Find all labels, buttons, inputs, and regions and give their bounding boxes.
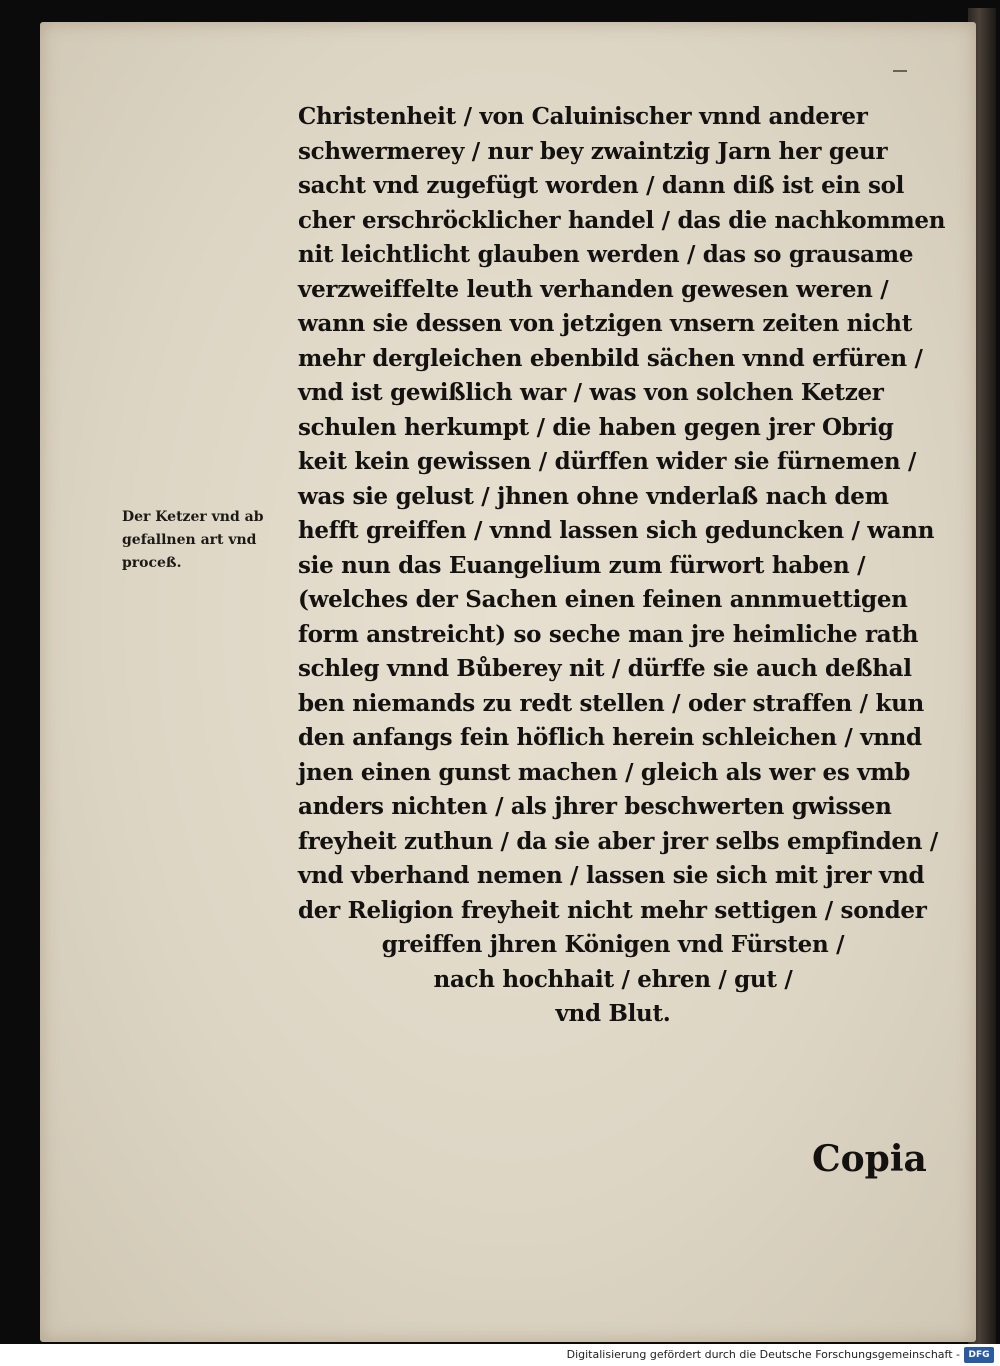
- digitization-footer: [0, 1344, 1000, 1366]
- text-line: der Religion freyheit nicht mehr settigen / sonder: [298, 896, 927, 924]
- marginal-note: [122, 506, 294, 575]
- body-text: [298, 100, 946, 1032]
- text-line: vnd vberhand nemen / lassen sie sich mit jrer vnd: [298, 862, 925, 889]
- text-line: wann sie dessen von jetzigen vnsern zeiten nicht: [298, 310, 913, 337]
- text-line: schulen herkumpt / die haben gegen jrer Obrig: [298, 413, 894, 441]
- text-line: Christenheit / von Caluinischer vnnd anderer: [298, 103, 868, 130]
- marginal-line: proceß.: [122, 555, 182, 571]
- footer-credit: Digitalisierung gefördert durch die Deutsche Forschungsgemeinschaft -: [566, 1348, 960, 1361]
- catchword: Copia: [812, 1138, 927, 1180]
- text-line: freyheit zuthun / da sie aber jrer selbs empfinden /: [298, 827, 938, 855]
- text-line: mehr dergleichen ebenbild sächen vnnd erfüren /: [298, 344, 923, 372]
- closing-line: greiffen jhren Königen vnd Fürsten /: [381, 931, 845, 958]
- text-line: (welches der Sachen einen feinen annmuettigen: [298, 586, 908, 613]
- text-line: schwermerey / nur bey zwaintzig Jarn her geur: [298, 137, 888, 165]
- text-line: sie nun das Euangelium zum fürwort haben /: [298, 551, 866, 579]
- closing-line: vnd Blut.: [555, 1000, 671, 1027]
- text-line: hefft greiffen / vnnd lassen sich geduncken / wann: [298, 517, 935, 544]
- text-line: form anstreicht) so seche man jre heimliche rath: [298, 620, 919, 648]
- text-line: sacht vnd zugefügt worden / dann diß ist ein sol: [298, 172, 905, 199]
- text-line: verzweiffelte leuth verhanden gewesen weren /: [298, 275, 889, 303]
- text-line: was sie gelust / jhnen ohne vnderlaß nach dem: [298, 482, 889, 510]
- ghost-line: [268, 1062, 948, 1100]
- text-line: jnen einen gunst machen / gleich als wer es vmb: [298, 758, 911, 786]
- text-line: anders nichten / als jhrer beschwerten gwissen: [298, 793, 892, 820]
- text-line: schleg vnnd Bůberey nit / dürffe sie auch deßhal: [298, 655, 912, 682]
- text-line: den anfangs fein höflich herein schleichen / vnnd: [298, 724, 922, 751]
- text-line: ben niemands zu redt stellen / oder straffen / kun: [298, 689, 924, 717]
- marginal-line: Der Ketzer vnd ab: [122, 509, 264, 525]
- text-line: vnd ist gewißlich war / was von solchen Ketzer: [298, 379, 884, 406]
- closing-line: nach hochhait / ehren / gut /: [433, 965, 793, 993]
- text-line: nit leichtlicht glauben werden / das so grausame: [298, 241, 914, 268]
- text-line: keit kein gewissen / dürffen wider sie fürnemen /: [298, 448, 917, 475]
- text-line: cher erschröcklicher handel / das die nachkommen: [298, 206, 946, 234]
- marginal-line: gefallnen art vnd: [122, 532, 257, 548]
- page-mark: [893, 70, 907, 72]
- dfg-logo-icon: DFG: [964, 1347, 994, 1363]
